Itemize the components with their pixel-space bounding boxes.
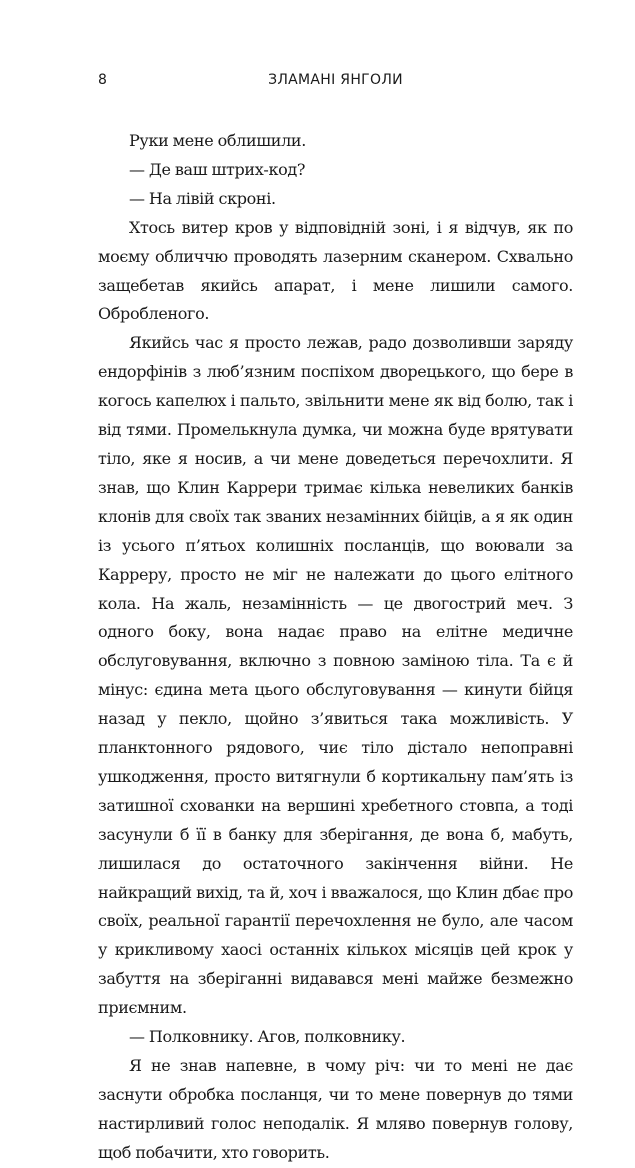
paragraph: — Де ваш штрих-код? [129,159,306,179]
book-title: ЗЛАМАНІ ЯНГОЛИ [268,72,403,88]
paragraph: Якийсь час я просто лежав, радо дозволивши заряду ендорфінів з люб’язним поспіхом дворецького, що бере в когось капелюх і пальто, звільнити мене як від болю, так і від тями. Промелькнула думка, чи можна буде врятувати тіло, яке я носив, а чи мене доведеться перечохлити. Я знав, що Клин Каррери тримає кілька невеликих банків клонів для своїх так званих незамінних бійців, а я як один із усього п’ятьох колишніх посланців, що воювали за Каррeру, просто не міг не належати до цього елітного кола. На жаль, незамінність — це двогострий меч. З одного боку, вона надає право на елітне медичне обслуговування, включно з повною заміною тіла. Та є й мінус: єдина мета цього обслуговування — кинути бійця назад у пекло, щойно з’явиться така можливість. У планктонного рядового, чиє тіло дістало непоправні ушкодження, просто витягнули б кортикальну пам’ять із затишної схованки на вершині хребетного стовпа, а тоді засунули б її в банку для зберігання, де вона б, мабуть, лишилася до остаточного закінчення війни. Не найкращий вихід, та й, хоч і вважалося, що Клин дбає про своїх, реальної гарантії перечохлення не було, але часом у крикливому хаосі останніх кількох місяців цей крок у забуття на зберіганні видавався мені майже безмежно приємним. [98,333,573,1018]
running-head [98,72,573,92]
paragraph: Я не знав напевне, в чому річ: чи то мені не дає заснути обробка посланця, чи то мене повернув до тями настирливий голос неподалік. Я мляво повернув голову, щоб побачити, хто говорить. [98,1056,573,1162]
paragraph: Руки мене облишили. [129,131,306,150]
paragraph: — На лівій скроні. [129,188,276,208]
paragraph: Хтось витер кров у відповідній зоні, і я відчув, як по моєму обличчю проводять лазерним сканером. Схвально защебетав якийсь апарат, і мене лишили самого. Обробленого. [98,217,573,324]
page-number: 8 [98,72,108,88]
body-text [98,127,573,1168]
paragraph: — Полковнику. Агов, полковнику. [129,1027,406,1047]
